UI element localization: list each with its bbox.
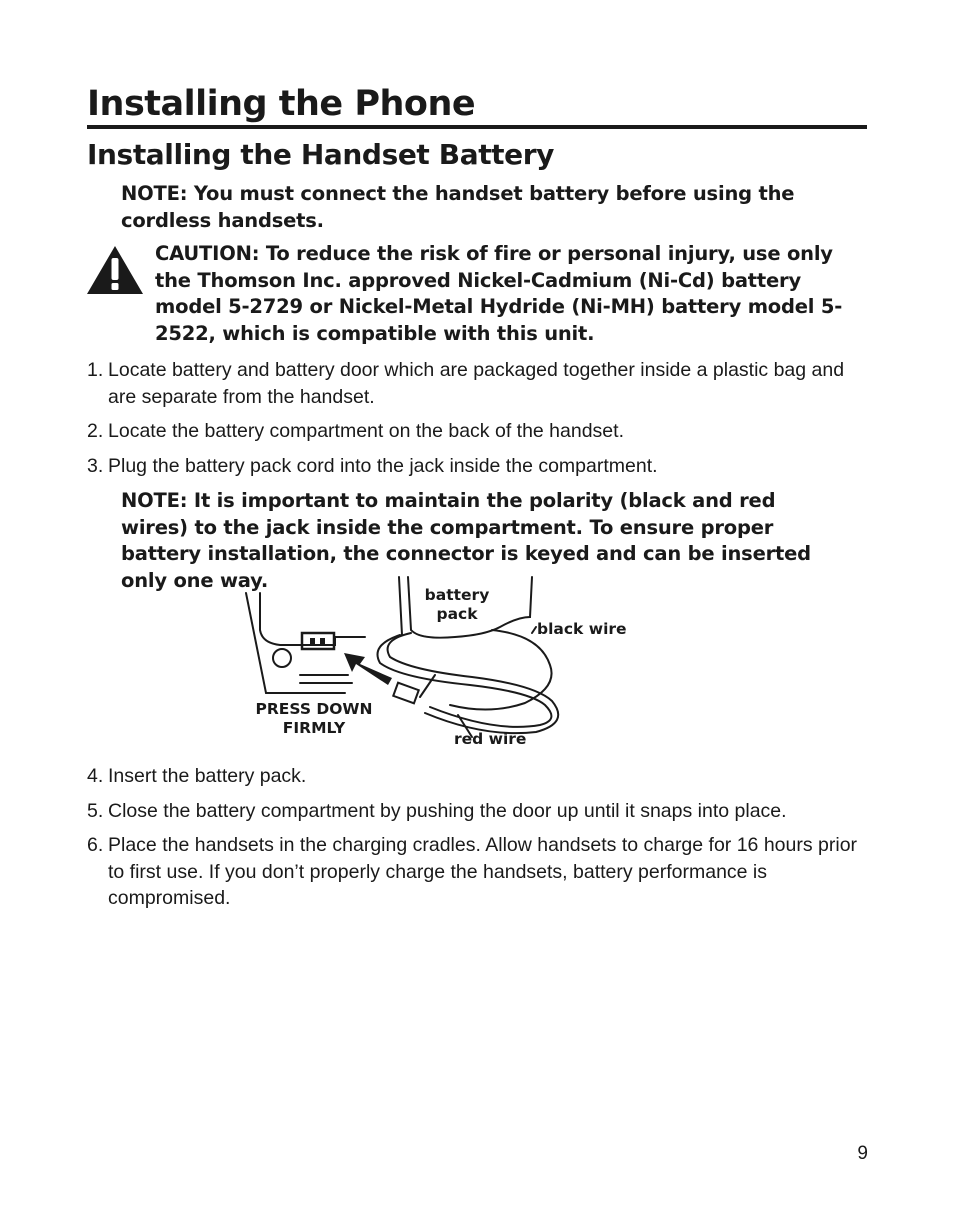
- label-battery-pack: battery pack: [424, 586, 490, 623]
- note-polarity: NOTE: It is important to maintain the polarity (black and red wires) to the jack inside the compartment. To ensure proper battery installation, the connector is keyed and can be inserted only one way.: [121, 489, 811, 592]
- note-battery-connect: NOTE: You must connect the handset battery before using the cordless handsets.: [121, 182, 795, 232]
- title-rule: [87, 125, 867, 129]
- page-number: 9: [857, 1143, 868, 1164]
- step-3: 3. Plug the battery pack cord into the jack inside the compartment.: [87, 454, 658, 477]
- warning-triangle-icon: [86, 245, 144, 295]
- page-title: Installing the Phone: [87, 84, 476, 124]
- step-4: 4. Insert the battery pack.: [87, 765, 307, 787]
- step-6: 6. Place the handsets in the charging cradles. Allow handsets to charge for 16 hours prior to first use. If you don’t properly charge the handsets, battery performance is compromised.: [87, 834, 858, 909]
- label-press-down: PRESS DOWN FIRMLY: [255, 700, 373, 737]
- steps-list-2: [87, 763, 862, 920]
- step-1: 1. Locate battery and battery door which are packaged together inside a plastic bag and are separate from the handset.: [87, 359, 845, 408]
- steps-list-1: [87, 357, 862, 487]
- section-title: Installing the Handset Battery: [87, 138, 555, 171]
- label-black-wire: black wire: [537, 620, 627, 638]
- battery-connection-illustration: [240, 575, 640, 755]
- label-red-wire: red wire: [454, 730, 527, 748]
- caution-text: CAUTION: To reduce the risk of fire or personal injury, use only the Thomson Inc. approved Nickel-Cadmium (Ni-Cd) battery model 5-2729 or Nickel-Metal Hydride (Ni-MH) battery model 5-2522, which is compatible with this unit.: [155, 242, 843, 345]
- step-2: 2. Locate the battery compartment on the back of the handset.: [87, 420, 624, 442]
- step-5: 5. Close the battery compartment by pushing the door up until it snaps into place.: [87, 799, 787, 822]
